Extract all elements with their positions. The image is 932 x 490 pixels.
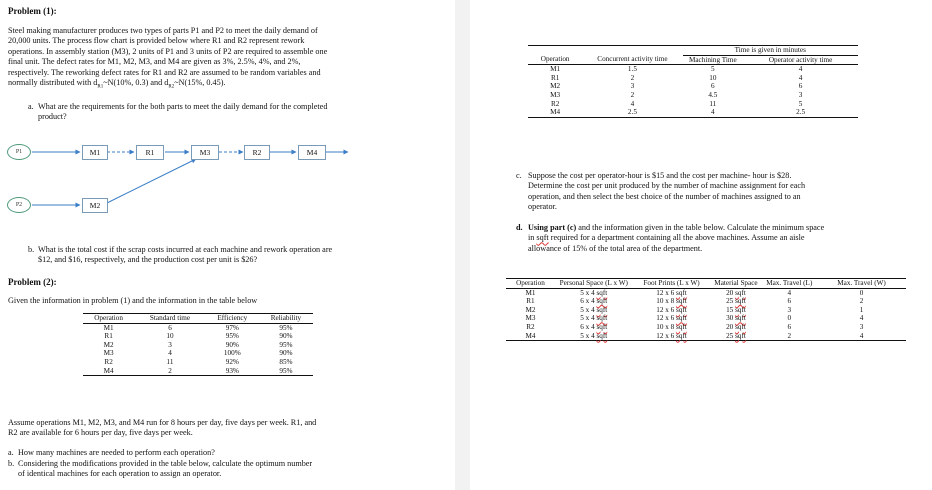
node-r1: R1 xyxy=(136,145,164,160)
table-row: M4 5 x 4 sqft 12 x 6 sqft 25 sqft 2 4 xyxy=(506,332,906,341)
node-m1: M1 xyxy=(82,145,108,160)
question-c: c. Suppose the cost per operator-hour is $15 and the cost per machine- hour is $28. Determine the cost per unit produced by the number of machine assignment for each operation, and then select the best choice of the number of machines assigned to an operator. xyxy=(516,171,806,212)
right-page xyxy=(470,0,932,490)
process-flow-chart xyxy=(0,135,455,225)
table-header-row: Operation Standard time Efficiency Reliability xyxy=(83,314,313,324)
table-row: R2 6 x 4 sqft 10 x 8 sqft 20 sqft 6 3 xyxy=(526,322,864,331)
left-page xyxy=(0,0,455,490)
arrow-m2-m3 xyxy=(107,159,196,203)
question-2b: b. Considering the modifications provided in the table below, calculate the optimum number of identical machines for each operation to assign an operator. xyxy=(8,459,313,479)
page-gap xyxy=(455,0,470,490)
node-m2: M2 xyxy=(82,198,108,213)
question-2a: a. How many machines are needed to perform each operation? xyxy=(8,448,215,457)
time-caption: Time is given in minutes xyxy=(683,46,858,56)
problem-2-assumption: Assume operations M1, M2, M3, and M4 run for 8 hours per day, five days per week. R1, and R2 are available for 6 hours per day, five days per week. xyxy=(8,418,317,438)
table-row: M4 2.5 4 2.5 xyxy=(528,108,858,117)
table-row: M1 1.5 5 4 xyxy=(550,65,803,74)
question-1a: a. What are the requirements for the both parts to meet the daily demand for the completed product? xyxy=(28,102,328,122)
node-r2: R2 xyxy=(244,145,270,160)
table-header-row: Operation Concurrent activity time Machining Time Operator activity time xyxy=(528,55,858,65)
table-row: M1 5 x 4 sqft 12 x 6 sqft 20 sqft 4 0 xyxy=(525,288,864,297)
table-row: M1 6 97% 95% xyxy=(103,323,293,332)
table-row: R1 6 x 4 sqft 10 x 8 sqft 25 sqft 6 2 xyxy=(526,297,864,306)
standard-time-table xyxy=(83,313,313,376)
table-row: R2 4 11 5 xyxy=(550,99,803,108)
table-row: R2 11 92% 85% xyxy=(104,357,293,366)
table-row: M2 3 6 6 xyxy=(550,82,803,91)
node-m4: M4 xyxy=(298,145,326,160)
node-m3: M3 xyxy=(191,145,219,160)
table-row: M4 2 93% 95% xyxy=(83,367,313,376)
node-p2: P2 xyxy=(7,197,31,213)
table-row: R1 2 10 4 xyxy=(550,73,803,82)
table-row: M2 3 90% 95% xyxy=(103,340,293,349)
table-row: R1 10 95% 90% xyxy=(104,332,293,341)
activity-time-table xyxy=(528,45,858,118)
table-row: M3 5 x 4 sqft 12 x 6 sqft 30 sqft 0 4 xyxy=(525,314,864,323)
question-1b: b. What is the total cost if the scrap costs incurred at each machine and rework operation are $12, and $16, respectively, and the production cost per unit is $26? xyxy=(28,245,333,265)
question-d: d. Using part (c) and the information given in the table below. Calculate the minimum space in sqft required for a department containing all the above machines. Assume an aisle allowance of 15% of the total area of the department. xyxy=(516,223,825,253)
problem-1-title: Problem (1): xyxy=(8,6,57,16)
problem-2-intro: Given the information in problem (1) and the information in the table below xyxy=(8,296,258,305)
table-row: M3 2 4.5 3 xyxy=(550,90,803,99)
problem-1-intro: Steel making manufacturer produces two types of parts P1 and P2 to meet the daily demand of 20,000 units. The process flow chart is provided below where R1 and R2 represent rework operations. In assembly station (M3), 2 units of P1 and 3 units of P2 are required to assemble one final unit. The defect rates for M1, M2, M3, and M4 are given as 3%, 2.5%, 4%, and 2%, respectively. The reworking defect rates for R1 and R2 are assumed to be random variables and normally distributed with $d_{R1}\sim N(10\%$, 0.3) and $d_{R2}\sim N(15\%$, 0.45). xyxy=(8,26,328,90)
node-p1: P1 xyxy=(7,144,31,160)
table-row: M3 4 100% 90% xyxy=(103,349,293,358)
space-requirements-table xyxy=(506,278,906,341)
table-header-row: Operation Personal Space (L x W) Foot Prints (L x W) Material Space Max. Travel (L) Max. Travel (W) xyxy=(506,279,906,289)
table-row: M2 5 x 4 sqft 12 x 6 sqft 15 sqft 3 1 xyxy=(525,305,864,314)
problem-2-title: Problem (2): xyxy=(8,277,57,287)
